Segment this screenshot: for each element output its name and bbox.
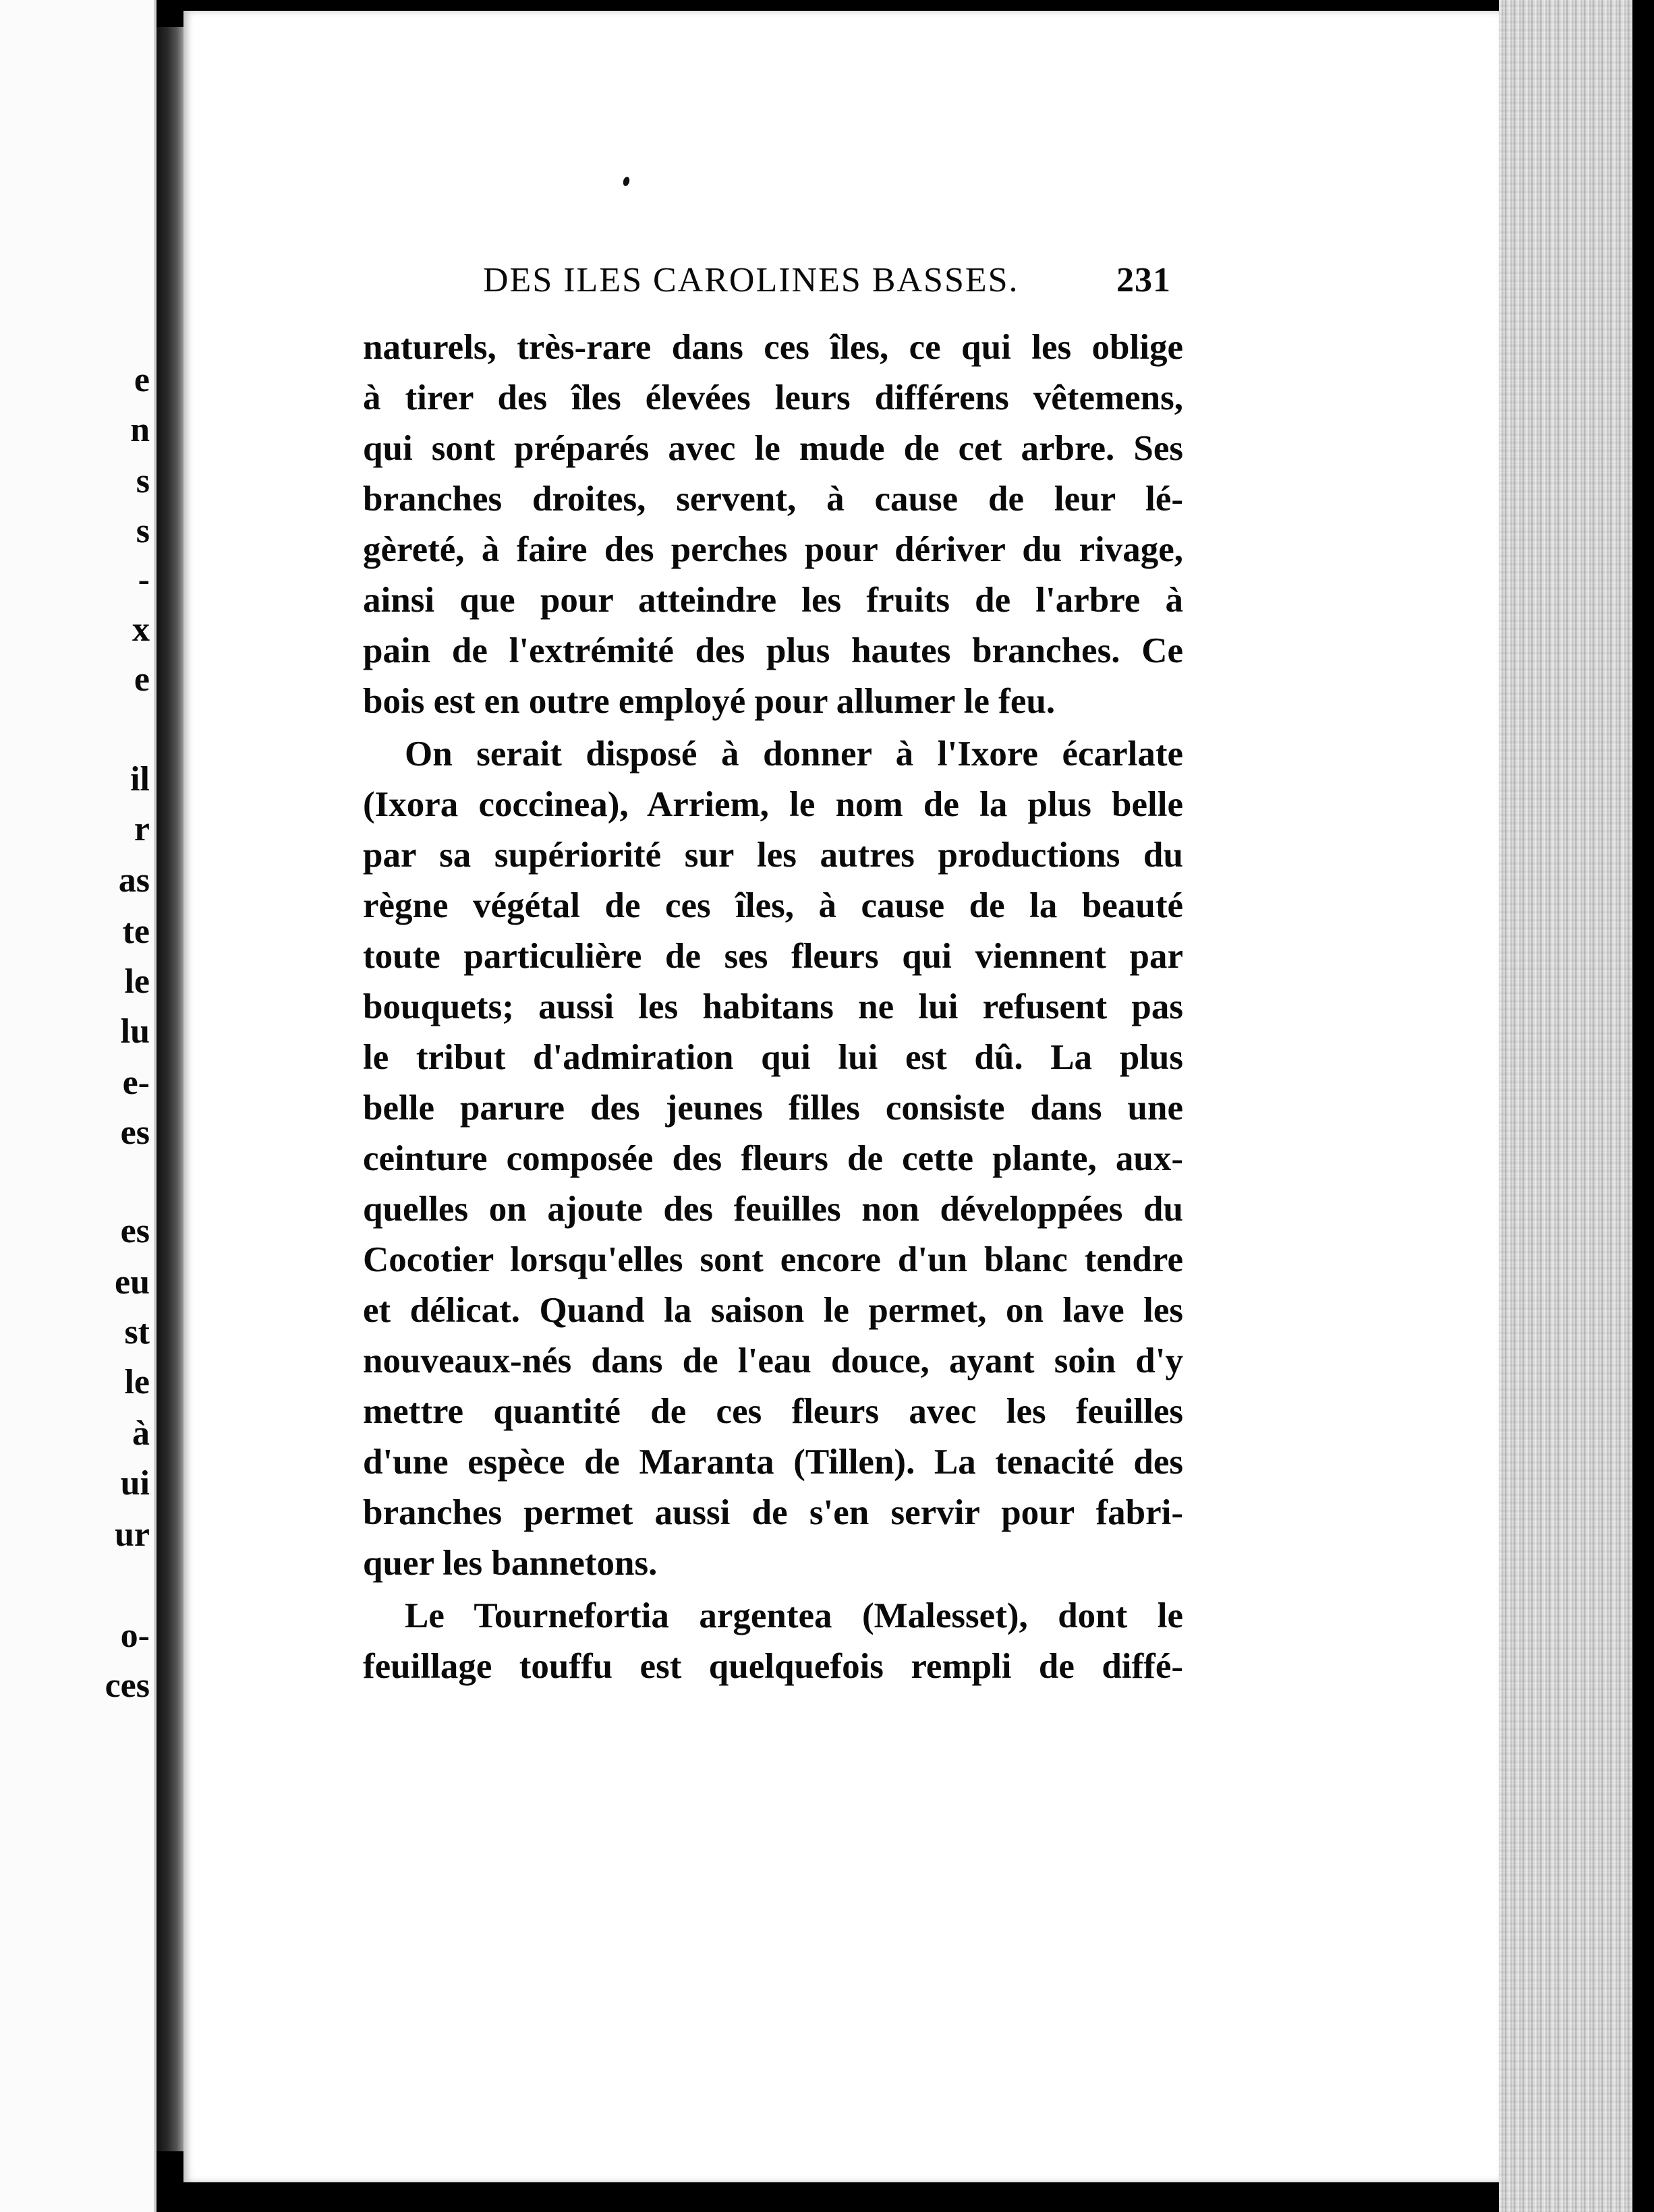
text-line: ainsi que pour atteindre les fruits de l'arbre à <box>363 581 1183 620</box>
text-line: qui sont préparés avec le mude de cet arbre. Ses <box>363 429 1183 468</box>
text-line: ceinture composée des fleurs de cette plante, aux- <box>363 1139 1183 1178</box>
text-line: belle parure des jeunes filles consiste dans une <box>363 1088 1183 1128</box>
text-line: d'une espèce de Maranta (Tillen). La tenacité des <box>363 1443 1183 1482</box>
text-line: Le Tournefortia argentea (Malesset), dont le <box>405 1596 1183 1635</box>
book-gutter <box>156 27 183 2151</box>
text-line: par sa supériorité sur les autres productions du <box>363 836 1183 875</box>
text-line: gèreté, à faire des perches pour dériver du rivage, <box>363 530 1183 569</box>
facing-page-fragment: à <box>132 1414 150 1453</box>
text-line: mettre quantité de ces fleurs avec les feuilles <box>363 1392 1183 1431</box>
page-number: 231 <box>1116 261 1171 299</box>
facing-page-fragment: te <box>122 912 150 951</box>
facing-page-fragment: le <box>124 962 150 1001</box>
facing-page-fragment: o- <box>120 1617 150 1655</box>
facing-page-fragment: ui <box>120 1464 150 1503</box>
text-line: nouveaux-nés dans de l'eau douce, ayant soin d'y <box>363 1341 1183 1380</box>
facing-page-fragment: ur <box>115 1515 150 1554</box>
facing-page-fragment: es <box>120 1212 150 1250</box>
facing-page-fragment: s <box>136 512 150 550</box>
facing-page-fragment: e <box>134 361 150 399</box>
facing-page-fragment: es <box>120 1113 150 1152</box>
text-line: branches droites, servent, à cause de leur lé- <box>363 479 1183 519</box>
facing-page-fragment: st <box>124 1313 150 1351</box>
body-text <box>363 322 1183 1692</box>
text-line: quelles on ajoute des feuilles non développées du <box>363 1190 1183 1229</box>
facing-page-fragment: le <box>124 1363 150 1401</box>
text-line: règne végétal de ces îles, à cause de la beauté <box>363 886 1183 925</box>
text-line: quer les bannetons. <box>363 1544 658 1583</box>
text-line: bouquets; aussi les habitans ne lui refusent pas <box>363 987 1183 1026</box>
running-head <box>483 260 1185 308</box>
facing-page-fragment: s <box>136 462 150 500</box>
text-line: et délicat. Quand la saison le permet, on lave les <box>363 1291 1183 1330</box>
text-line: branches permet aussi de s'en servir pour fabri- <box>363 1493 1183 1532</box>
scan-border-right <box>1632 0 1654 2212</box>
facing-page-fragment: - <box>138 560 150 599</box>
text-line: naturels, très-rare dans ces îles, ce qui les oblige <box>363 328 1183 367</box>
text-line: (Ixora coccinea), Arriem, le nom de la plus belle <box>363 785 1183 824</box>
facing-page-fragment: ces <box>105 1666 150 1705</box>
text-line: Cocotier lorsqu'elles sont encore d'un blanc tendre <box>363 1240 1183 1279</box>
facing-page-fragment: il <box>130 760 150 798</box>
text-line: On serait disposé à donner à l'Ixore écarlate <box>405 734 1183 774</box>
facing-page-fragment: x <box>132 610 150 649</box>
facing-page-fragment: eu <box>115 1263 150 1302</box>
text-line: à tirer des îles élevées leurs différens vêtemens, <box>363 378 1183 417</box>
text-line: feuillage touffu est quelquefois rempli de diffé- <box>363 1647 1183 1686</box>
facing-page-fragment: as <box>118 861 150 900</box>
facing-page-fragment: e <box>134 660 150 699</box>
page-fore-edge-texture <box>1499 0 1632 2212</box>
facing-page-fragment: n <box>130 411 150 449</box>
text-line: toute particulière de ses fleurs qui viennent par <box>363 937 1183 976</box>
facing-page-edge <box>0 0 156 2212</box>
facing-page-fragment: r <box>134 810 150 848</box>
text-line: le tribut d'admiration qui lui est dû. La plus <box>363 1038 1183 1077</box>
facing-page-fragment: e- <box>122 1064 150 1102</box>
facing-page-fragment: lu <box>120 1012 150 1051</box>
running-title: DES ILES CAROLINES BASSES. <box>483 261 1019 299</box>
text-line: bois est en outre employé pour allumer le feu. <box>363 682 1056 721</box>
text-line: pain de l'extrémité des plus hautes branches. Ce <box>363 631 1183 670</box>
